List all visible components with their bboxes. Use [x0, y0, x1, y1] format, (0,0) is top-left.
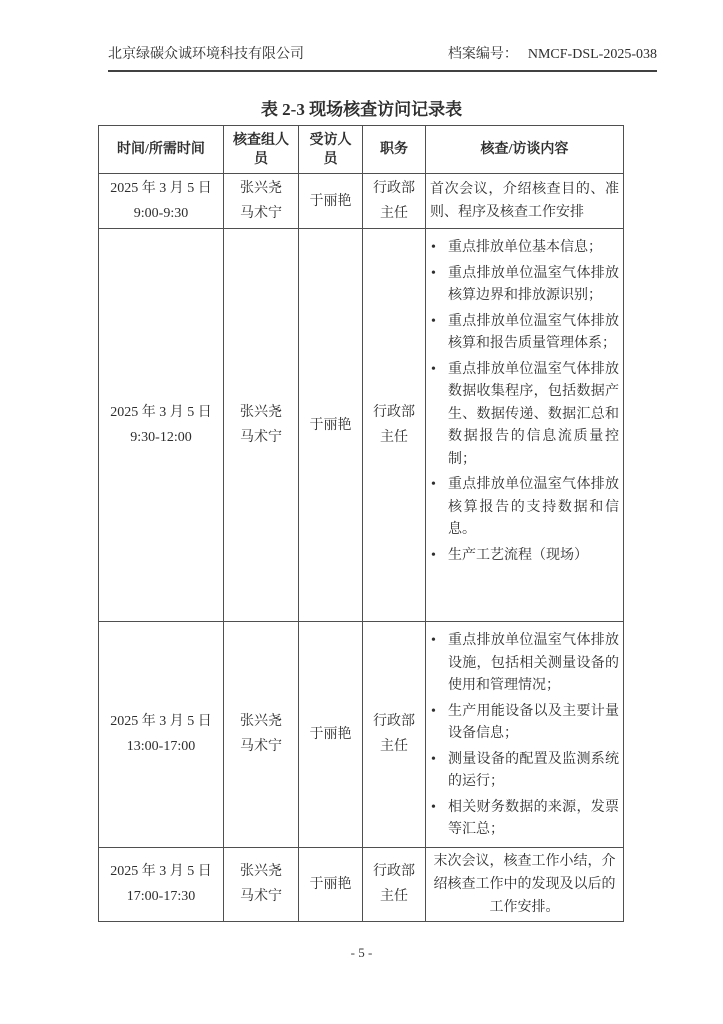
bullet-icon: •	[431, 477, 436, 492]
bullet-icon: •	[431, 265, 436, 281]
interviewee-cell: 于丽艳	[299, 174, 363, 229]
bullet-icon: •	[431, 799, 436, 815]
column-header-content: 核查/访谈内容	[426, 126, 624, 174]
column-header-time: 时间/所需时间	[99, 126, 224, 174]
page-number: - 5 -	[350, 945, 373, 960]
date-line: 2025 年 3 月 5 日	[110, 714, 212, 730]
time-cell	[99, 174, 224, 229]
content-paragraph: 末次会议，核查工作小结，介绍核查工作中的发现及以后的工作安排。	[433, 853, 616, 915]
table-title: 表 2-3 现场核查访问记录表	[260, 100, 463, 119]
column-header-team: 核查组人员	[224, 126, 299, 174]
bullet-icon: •	[431, 361, 436, 377]
team-cell	[224, 847, 299, 921]
column-header-interviewee: 受访人员	[299, 126, 363, 174]
position-cell	[363, 229, 426, 622]
position-line: 行政部	[373, 714, 415, 730]
archive-number-label: 档案编号：	[447, 47, 518, 62]
bullet-icon: •	[431, 633, 436, 648]
position-line: 主任	[380, 739, 408, 755]
date-line: 2025 年 3 月 5 日	[110, 181, 212, 196]
content-bullet-list	[430, 237, 619, 567]
bullet-text: 测量设备的配置及监测系统的运行；	[448, 751, 619, 789]
time-cell	[99, 229, 224, 622]
archive-number-group	[448, 47, 657, 63]
table-row	[99, 622, 624, 848]
bullet-icon: •	[431, 313, 436, 329]
content-bullet-item	[430, 545, 619, 568]
team-member: 马术宁	[240, 206, 282, 221]
bullet-text: 重点排放单位温室气体排放核算和报告质量管理体系；	[448, 313, 619, 351]
bullet-text: 生产工艺流程（现场）	[448, 547, 588, 563]
team-cell	[224, 174, 299, 229]
company-name: 北京绿碳众诚环境科技有限公司	[108, 47, 304, 62]
position-cell	[363, 847, 426, 921]
content-bullet-list	[430, 630, 619, 842]
team-member: 张兴尧	[240, 864, 282, 879]
time-range-line: 13:00-17:00	[126, 739, 196, 755]
team-member: 张兴尧	[240, 181, 282, 196]
content-bullet-item	[430, 701, 619, 746]
position-line: 主任	[380, 430, 408, 445]
content-bullet-item	[430, 311, 619, 356]
bullet-icon: •	[431, 240, 436, 255]
bullet-text: 重点排放单位温室气体排放设施，包括相关测量设备的使用和管理情况；	[448, 633, 619, 693]
time-cell	[99, 847, 224, 921]
time-range-line: 9:30-12:00	[130, 430, 192, 445]
content-paragraph: 首次会议，介绍核查目的、准则、程序及核查工作安排	[430, 182, 619, 220]
content-bullet-item	[430, 797, 619, 842]
position-line: 主任	[380, 889, 408, 904]
position-line: 主任	[380, 206, 408, 221]
bullet-text: 重点排放单位基本信息；	[448, 240, 602, 255]
position-line: 行政部	[373, 181, 415, 196]
archive-number-value: NMCF-DSL-2025-038	[527, 47, 657, 62]
content-bullet-item	[430, 237, 619, 260]
bullet-text: 生产用能设备以及主要计量设备信息；	[448, 703, 619, 741]
content-bullet-item	[430, 359, 619, 472]
team-member: 马术宁	[240, 889, 282, 904]
table-row	[99, 229, 624, 622]
date-line: 2025 年 3 月 5 日	[110, 864, 212, 879]
time-range-line: 9:00-9:30	[133, 206, 189, 221]
bullet-icon: •	[431, 547, 436, 563]
team-cell	[224, 622, 299, 848]
position-cell	[363, 622, 426, 848]
bullet-text: 重点排放单位温室气体排放核算报告的支持数据和信息。	[448, 477, 619, 537]
table-body	[99, 174, 624, 922]
interviewee-cell: 于丽艳	[299, 847, 363, 921]
interviewee-cell: 于丽艳	[299, 622, 363, 848]
bullet-text: 重点排放单位温室气体排放数据收集程序，包括数据产生、数据传递、数据汇总和数据报告的信息流质量控制；	[448, 361, 619, 467]
position-line: 行政部	[373, 405, 415, 420]
team-cell	[224, 229, 299, 622]
page-header	[108, 47, 657, 72]
bullet-text: 相关财务数据的来源，发票等汇总；	[448, 799, 619, 837]
content-bullet-item	[430, 474, 619, 542]
column-header-position: 职务	[363, 126, 426, 174]
record-table	[98, 125, 624, 922]
content-bullet-item	[430, 749, 619, 794]
team-member: 张兴尧	[240, 714, 282, 730]
position-line: 行政部	[373, 864, 415, 879]
interviewee-cell: 于丽艳	[299, 229, 363, 622]
time-cell	[99, 622, 224, 848]
content-cell	[426, 847, 624, 921]
table-row	[99, 174, 624, 229]
time-range-line: 17:00-17:30	[126, 889, 196, 904]
team-member: 马术宁	[240, 739, 282, 755]
table-row	[99, 847, 624, 921]
bullet-text: 重点排放单位温室气体排放核算边界和排放源识别；	[448, 265, 619, 303]
content-cell	[426, 174, 624, 229]
content-cell	[426, 229, 624, 622]
content-bullet-item	[430, 263, 619, 308]
position-cell	[363, 174, 426, 229]
content-cell	[426, 622, 624, 848]
bullet-icon: •	[431, 751, 436, 767]
team-member: 张兴尧	[240, 405, 282, 420]
team-member: 马术宁	[240, 430, 282, 445]
table-header-row	[99, 126, 624, 174]
bullet-icon: •	[431, 703, 436, 719]
content-bullet-item	[430, 630, 619, 698]
date-line: 2025 年 3 月 5 日	[110, 405, 212, 420]
